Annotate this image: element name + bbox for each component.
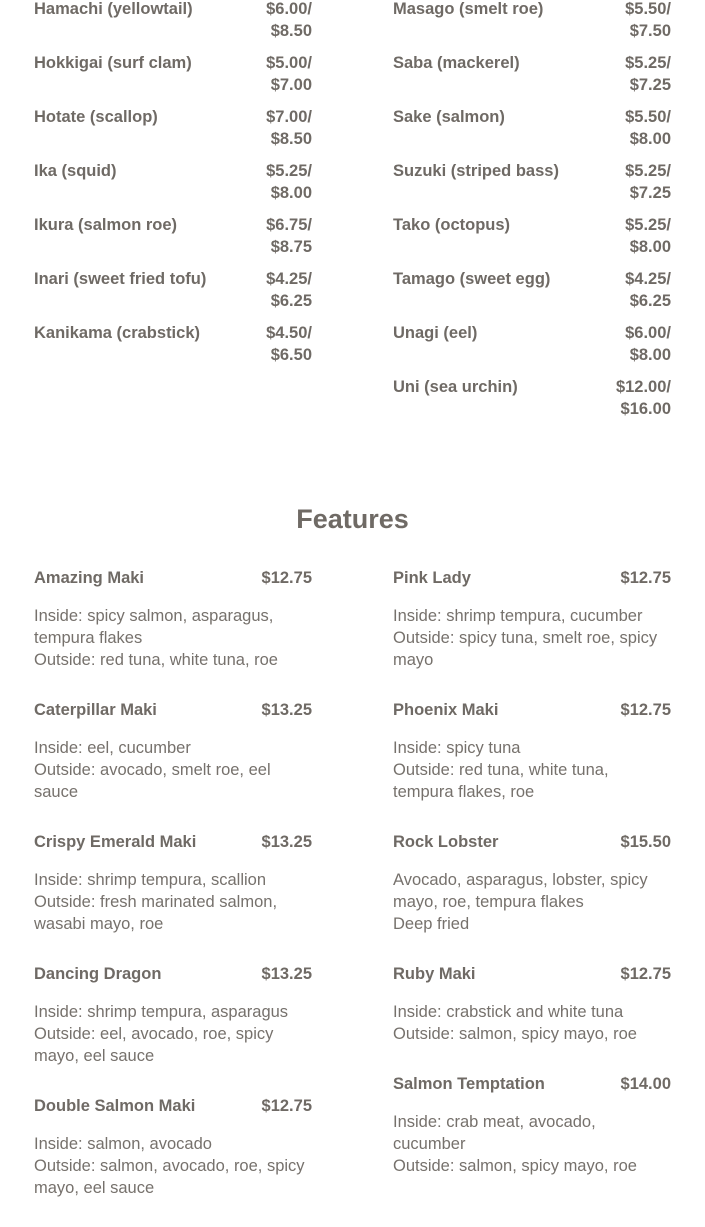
menu-item <box>393 160 671 214</box>
item-name: Sake (salmon) <box>393 108 505 126</box>
menu-item <box>34 268 312 322</box>
feature-name: Phoenix Maki <box>393 701 499 719</box>
feature-description: Outside: spicy tuna, smelt roe, spicy mayo <box>393 629 658 669</box>
menu-item <box>393 0 671 52</box>
feature-description: Inside: crab meat, avocado, cucumber <box>393 1113 596 1153</box>
feature-description: Inside: spicy salmon, asparagus, tempura flakes <box>34 607 274 647</box>
feature-price: $12.75 <box>261 569 312 587</box>
feature-description: Outside: salmon, spicy mayo, roe <box>393 1025 637 1043</box>
feature-item <box>34 831 312 935</box>
item-name: Kanikama (crabstick) <box>34 324 200 342</box>
item-price: $5.25/ $8.00 <box>625 216 671 256</box>
feature-name: Ruby Maki <box>393 965 476 983</box>
item-price: $12.00/ $16.00 <box>615 378 671 418</box>
item-price: $4.25/ $6.25 <box>625 270 671 310</box>
feature-header <box>393 831 671 853</box>
item-price: $5.25/ $8.00 <box>266 162 312 202</box>
menu-item <box>393 322 671 376</box>
feature-description: Outside: salmon, avocado, roe, spicy mayo, eel sauce <box>34 1157 305 1197</box>
feature-header <box>34 963 312 985</box>
feature-description: Inside: shrimp tempura, asparagus <box>34 1003 289 1021</box>
feature-description: Outside: fresh marinated salmon, wasabi mayo, roe <box>34 893 278 933</box>
feature-price: $13.25 <box>261 833 312 851</box>
feature-header <box>34 831 312 853</box>
item-name: Masago (smelt roe) <box>393 0 544 18</box>
item-price: $6.00/ $8.50 <box>266 0 312 40</box>
item-price: $5.25/ $7.25 <box>625 162 671 202</box>
nigiri-list-left <box>34 0 312 376</box>
feature-description: Inside: shrimp tempura, scallion <box>34 871 267 889</box>
item-price: $6.75/ $8.75 <box>266 216 312 256</box>
menu-item <box>34 52 312 106</box>
feature-item <box>34 1095 312 1199</box>
menu-item <box>393 52 671 106</box>
feature-price: $12.75 <box>620 701 671 719</box>
feature-price: $12.75 <box>620 569 671 587</box>
feature-description: Inside: shrimp tempura, cucumber <box>393 607 643 625</box>
item-price: $5.50/ $7.50 <box>625 0 671 40</box>
feature-header <box>393 963 671 985</box>
feature-price: $15.50 <box>620 833 671 851</box>
nigiri-list-right <box>393 0 671 430</box>
feature-header <box>393 699 671 721</box>
feature-header <box>34 699 312 721</box>
item-price: $4.50/ $6.50 <box>266 324 312 364</box>
feature-description: Deep fried <box>393 915 470 933</box>
feature-price: $12.75 <box>261 1097 312 1115</box>
feature-name: Caterpillar Maki <box>34 701 157 719</box>
item-name: Ika (squid) <box>34 162 117 180</box>
feature-description: Inside: spicy tuna <box>393 739 521 757</box>
item-name: Inari (sweet fried tofu) <box>34 270 207 288</box>
item-price: $7.00/ $8.50 <box>266 108 312 148</box>
feature-name: Salmon Temptation <box>393 1075 545 1093</box>
feature-price: $13.25 <box>261 701 312 719</box>
item-price: $5.50/ $8.00 <box>625 108 671 148</box>
feature-description: Outside: avocado, smelt roe, eel sauce <box>34 761 271 801</box>
menu-item <box>393 268 671 322</box>
item-name: Hamachi (yellowtail) <box>34 0 193 18</box>
feature-item <box>34 699 312 803</box>
feature-description: Outside: salmon, spicy mayo, roe <box>393 1157 637 1175</box>
item-name: Unagi (eel) <box>393 324 478 342</box>
item-name: Uni (sea urchin) <box>393 378 518 396</box>
feature-description: Inside: eel, cucumber <box>34 739 191 757</box>
feature-price: $14.00 <box>620 1075 671 1093</box>
item-name: Tamago (sweet egg) <box>393 270 551 288</box>
item-name: Tako (octopus) <box>393 216 511 234</box>
feature-item <box>34 963 312 1067</box>
feature-item <box>34 567 312 671</box>
feature-header <box>34 1095 312 1117</box>
section-title-features: Features <box>296 504 409 534</box>
feature-price: $12.75 <box>620 965 671 983</box>
feature-name: Amazing Maki <box>34 569 145 587</box>
menu-item <box>34 160 312 214</box>
feature-description: Avocado, asparagus, lobster, spicy mayo, roe, tempura flakes <box>393 871 648 911</box>
feature-name: Double Salmon Maki <box>34 1097 196 1115</box>
feature-name: Rock Lobster <box>393 833 499 851</box>
feature-header <box>393 1073 671 1095</box>
item-name: Suzuki (striped bass) <box>393 162 559 180</box>
menu-item <box>34 214 312 268</box>
feature-header <box>34 567 312 589</box>
menu-item <box>393 376 671 430</box>
item-name: Hotate (scallop) <box>34 108 158 126</box>
menu-item <box>34 106 312 160</box>
feature-description: Outside: red tuna, white tuna, tempura flakes, roe <box>393 761 609 801</box>
feature-header <box>393 567 671 589</box>
item-name: Hokkigai (surf clam) <box>34 54 192 72</box>
menu-item <box>34 0 312 52</box>
feature-description: Inside: salmon, avocado <box>34 1135 212 1153</box>
item-name: Saba (mackerel) <box>393 54 520 72</box>
features-list-right <box>393 567 671 1205</box>
feature-description: Outside: eel, avocado, roe, spicy mayo, eel sauce <box>34 1025 274 1065</box>
feature-name: Pink Lady <box>393 569 471 587</box>
item-price: $4.25/ $6.25 <box>266 270 312 310</box>
feature-item <box>393 699 671 803</box>
menu-item <box>393 106 671 160</box>
item-price: $5.00/ $7.00 <box>266 54 312 94</box>
feature-name: Dancing Dragon <box>34 965 162 983</box>
feature-description: Outside: red tuna, white tuna, roe <box>34 651 278 669</box>
feature-item <box>393 1073 671 1177</box>
feature-description: Inside: crabstick and white tuna <box>393 1003 624 1021</box>
feature-name: Crispy Emerald Maki <box>34 833 197 851</box>
feature-item <box>393 567 671 671</box>
feature-price: $13.25 <box>261 965 312 983</box>
feature-item <box>393 963 671 1045</box>
feature-item <box>393 831 671 935</box>
menu-item <box>34 322 312 376</box>
item-price: $5.25/ $7.25 <box>625 54 671 94</box>
menu-item <box>393 214 671 268</box>
features-list-left <box>34 567 312 1227</box>
item-name: Ikura (salmon roe) <box>34 216 178 234</box>
item-price: $6.00/ $8.00 <box>625 324 671 364</box>
